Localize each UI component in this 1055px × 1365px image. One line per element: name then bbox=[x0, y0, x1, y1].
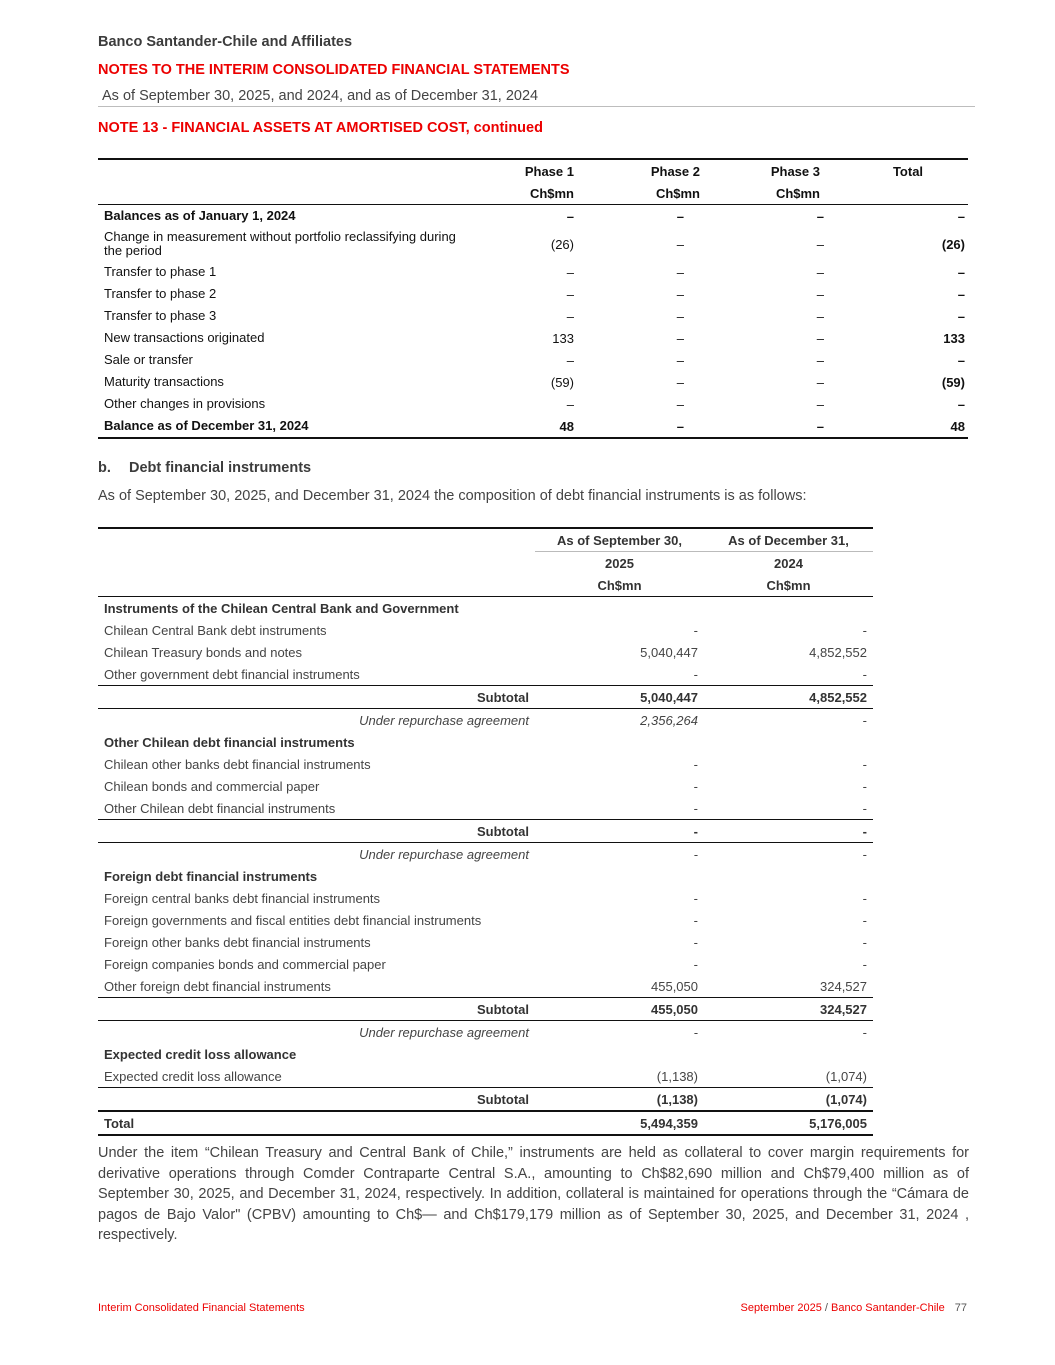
row-label: Change in measurement without portfolio reclassifying during the period bbox=[104, 229, 456, 258]
header-sep-2025: As of September 30, bbox=[535, 528, 704, 552]
value-2025: - bbox=[693, 778, 698, 794]
row-label: Foreign companies bonds and commercial paper bbox=[104, 956, 386, 972]
row-label: Transfer to phase 1 bbox=[104, 264, 217, 279]
subtotal-label: Subtotal bbox=[477, 1001, 529, 1017]
repurchase-2024: - bbox=[862, 1024, 867, 1040]
header-total: Total bbox=[892, 163, 924, 179]
subtotal-2024: 324,527 bbox=[820, 1001, 867, 1017]
table-unit-row bbox=[98, 574, 873, 597]
table-row bbox=[98, 371, 968, 393]
provisions-table bbox=[98, 158, 968, 439]
value-2025: 5,040,447 bbox=[640, 644, 698, 660]
row-label: Chilean bonds and commercial paper bbox=[104, 778, 320, 794]
page-number: 77 bbox=[954, 1302, 967, 1314]
section-heading: Other Chilean debt financial instruments bbox=[104, 734, 355, 750]
subtotal-label: Subtotal bbox=[477, 823, 529, 839]
phase-2-value: – bbox=[676, 308, 684, 324]
table-row bbox=[98, 753, 873, 775]
subtotal-label: Subtotal bbox=[477, 689, 529, 705]
section-heading-row bbox=[98, 1043, 873, 1065]
table-row bbox=[98, 953, 873, 975]
row-label: Expected credit loss allowance bbox=[104, 1068, 282, 1084]
note-title: NOTE 13 - FINANCIAL ASSETS AT AMORTISED COST, continued bbox=[98, 120, 543, 136]
row-label: Balances as of January 1, 2024 bbox=[104, 208, 296, 223]
repurchase-2024: - bbox=[862, 846, 867, 862]
phase-3-value: – bbox=[816, 418, 824, 434]
table-row bbox=[98, 663, 873, 686]
value-2025: 455,050 bbox=[651, 978, 698, 994]
value-2025: - bbox=[693, 934, 698, 950]
phase-3-value: – bbox=[816, 286, 824, 302]
value-2025: - bbox=[693, 666, 698, 682]
table-row bbox=[98, 327, 968, 349]
table-row bbox=[98, 393, 968, 415]
row-label: Other government debt financial instruments bbox=[104, 666, 360, 682]
phase-3-value: – bbox=[816, 374, 824, 390]
phase-3-value: – bbox=[816, 330, 824, 346]
table-unit-row bbox=[98, 182, 968, 205]
repurchase-2025: - bbox=[693, 1024, 698, 1040]
phase-2-value: – bbox=[676, 208, 684, 224]
repurchase-row bbox=[98, 843, 873, 866]
total-value: – bbox=[957, 208, 965, 224]
section-heading: Foreign debt financial instruments bbox=[104, 868, 318, 884]
section-b-intro: As of September 30, 2025, and December 31, 2024 the composition of debt financial instruments is as follows: bbox=[98, 488, 807, 504]
report-period: As of September 30, 2025, and 2024, and as of December 31, 2024 bbox=[102, 88, 539, 104]
value-2025: - bbox=[693, 622, 698, 638]
total-value: – bbox=[957, 396, 965, 412]
value-2024: 4,852,552 bbox=[809, 644, 867, 660]
value-2025: - bbox=[693, 890, 698, 906]
header-phase-1: Phase 1 bbox=[524, 163, 574, 179]
table-row bbox=[98, 227, 968, 261]
total-2024: 5,176,005 bbox=[809, 1115, 867, 1131]
phase-3-value: – bbox=[816, 264, 824, 280]
subtotal-2025: (1,138) bbox=[656, 1091, 698, 1107]
row-label: Other foreign debt financial instruments bbox=[104, 978, 331, 994]
phase-2-value: – bbox=[676, 418, 684, 434]
subtotal-2025: - bbox=[693, 823, 698, 839]
table-row bbox=[98, 775, 873, 797]
repurchase-label: Under repurchase agreement bbox=[359, 846, 529, 862]
row-label: New transactions originated bbox=[104, 330, 265, 345]
subtotal-row bbox=[98, 1088, 873, 1112]
section-title-text: Debt financial instruments bbox=[129, 460, 312, 476]
value-2024: - bbox=[862, 622, 867, 638]
subtotal-2024: 4,852,552 bbox=[809, 689, 867, 705]
year-2025: 2025 bbox=[605, 555, 634, 571]
footer-bank: Banco Santander-Chile bbox=[831, 1302, 945, 1314]
total-value: – bbox=[957, 264, 965, 280]
footer-right bbox=[740, 1302, 967, 1314]
unit-2025: Ch$mn bbox=[597, 577, 642, 593]
phase-2-value: – bbox=[676, 374, 684, 390]
total-label: Total bbox=[104, 1115, 135, 1131]
phase-3-value: – bbox=[816, 396, 824, 412]
phase-2-value: – bbox=[676, 396, 684, 412]
table-row bbox=[98, 931, 873, 953]
row-label: Chilean Central Bank debt instruments bbox=[104, 622, 327, 638]
repurchase-2025: - bbox=[693, 846, 698, 862]
section-heading-row bbox=[98, 865, 873, 887]
table-row bbox=[98, 1065, 873, 1088]
phase-1-value: – bbox=[566, 396, 574, 412]
row-label: Transfer to phase 2 bbox=[104, 286, 217, 301]
section-heading-row bbox=[98, 597, 873, 620]
table-row bbox=[98, 797, 873, 820]
table-row bbox=[98, 283, 968, 305]
table-row bbox=[98, 349, 968, 371]
unit-total bbox=[848, 182, 968, 205]
value-2024: - bbox=[862, 912, 867, 928]
table-row bbox=[98, 975, 873, 998]
row-label: Other Chilean debt financial instruments bbox=[104, 800, 336, 816]
phase-1-value: (59) bbox=[550, 374, 574, 390]
phase-2-value: – bbox=[676, 236, 684, 252]
phase-1-value: – bbox=[566, 308, 574, 324]
row-label: Other changes in provisions bbox=[104, 396, 266, 411]
total-row bbox=[98, 1111, 873, 1135]
table-row bbox=[98, 641, 873, 663]
footer-date: September 2025 bbox=[740, 1302, 822, 1314]
unit-phase-3: Ch$mn bbox=[775, 185, 820, 201]
table-row bbox=[98, 415, 968, 438]
phase-1-value: – bbox=[566, 208, 574, 224]
section-heading: Instruments of the Chilean Central Bank and Government bbox=[104, 600, 459, 616]
value-2024: - bbox=[862, 666, 867, 682]
section-b-title bbox=[98, 460, 311, 476]
subtotal-row bbox=[98, 820, 873, 843]
phase-3-value: – bbox=[816, 352, 824, 368]
section-heading: Expected credit loss allowance bbox=[104, 1046, 297, 1062]
unit-2024: Ch$mn bbox=[766, 577, 811, 593]
debt-instruments-table bbox=[98, 527, 873, 1136]
subtotal-2024: - bbox=[862, 823, 867, 839]
total-value: – bbox=[957, 352, 965, 368]
phase-2-value: – bbox=[676, 264, 684, 280]
collateral-paragraph: Under the item “Chilean Treasury and Central Bank of Chile,” instruments are held as collateral to cover margin requirements for derivative operations through Comder Contraparte Central S.A., amounting to Ch$82,690 million and Ch$79,400 million as of September 30, 2025, and December 31, 2024, respectively. In addition, collateral is maintained for operations through the “Cámara de pagos de Bajo Valor" (CPBV) amounting to Ch$— and Ch$179,179 million as of September 30, 2025, and December 31, 2024 , respectively. bbox=[98, 1145, 969, 1243]
table-year-row bbox=[98, 552, 873, 575]
total-2025: 5,494,359 bbox=[640, 1115, 698, 1131]
row-label: Foreign other banks debt financial instruments bbox=[104, 934, 371, 950]
row-label: Chilean Treasury bonds and notes bbox=[104, 644, 303, 660]
header-divider bbox=[98, 106, 975, 107]
table-header-row bbox=[98, 528, 873, 552]
section-heading-row bbox=[98, 731, 873, 753]
phase-1-value: – bbox=[566, 352, 574, 368]
phase-1-value: – bbox=[566, 264, 574, 280]
section-letter: b. bbox=[98, 460, 111, 476]
value-2025: - bbox=[693, 756, 698, 772]
notes-title: NOTES TO THE INTERIM CONSOLIDATED FINANCIAL STATEMENTS bbox=[98, 62, 570, 78]
unit-phase-2: Ch$mn bbox=[655, 185, 700, 201]
row-label: Sale or transfer bbox=[104, 352, 193, 367]
total-value: – bbox=[957, 286, 965, 302]
table-row bbox=[98, 619, 873, 641]
total-value: – bbox=[957, 308, 965, 324]
row-label: Foreign central banks debt financial instruments bbox=[104, 890, 381, 906]
total-value: (59) bbox=[941, 374, 965, 390]
repurchase-2024: - bbox=[862, 712, 867, 728]
subtotal-2025: 455,050 bbox=[651, 1001, 698, 1017]
value-2025: - bbox=[693, 800, 698, 816]
value-2024: - bbox=[862, 956, 867, 972]
footer-left: Interim Consolidated Financial Statements bbox=[98, 1302, 305, 1314]
footer-separator: / bbox=[821, 1302, 831, 1314]
value-2025: - bbox=[693, 912, 698, 928]
header-phase-3: Phase 3 bbox=[770, 163, 820, 179]
year-2024: 2024 bbox=[774, 555, 803, 571]
phase-3-value: – bbox=[816, 208, 824, 224]
row-label: Chilean other banks debt financial instruments bbox=[104, 756, 371, 772]
subtotal-2025: 5,040,447 bbox=[640, 689, 698, 705]
company-name: Banco Santander-Chile and Affiliates bbox=[98, 34, 353, 50]
row-label: Transfer to phase 3 bbox=[104, 308, 217, 323]
repurchase-2025: 2,356,264 bbox=[640, 712, 698, 728]
row-label: Balance as of December 31, 2024 bbox=[104, 418, 309, 433]
phase-1-value: 133 bbox=[552, 330, 574, 346]
table-row bbox=[98, 887, 873, 909]
row-label: Foreign governments and fiscal entities debt financial instruments bbox=[104, 912, 482, 928]
total-value: (26) bbox=[941, 236, 965, 252]
phase-2-value: – bbox=[676, 330, 684, 346]
phase-3-value: – bbox=[816, 236, 824, 252]
table-header-row bbox=[98, 159, 968, 182]
value-2025: (1,138) bbox=[656, 1068, 698, 1084]
phase-2-value: – bbox=[676, 286, 684, 302]
unit-phase-1: Ch$mn bbox=[529, 185, 574, 201]
phase-2-value: – bbox=[676, 352, 684, 368]
value-2024: - bbox=[862, 934, 867, 950]
subtotal-2024: (1,074) bbox=[825, 1091, 867, 1107]
value-2024: (1,074) bbox=[825, 1068, 867, 1084]
total-value: 48 bbox=[950, 418, 965, 434]
header-phase-2: Phase 2 bbox=[650, 163, 700, 179]
subtotal-row bbox=[98, 686, 873, 709]
phase-3-value: – bbox=[816, 308, 824, 324]
phase-1-value: 48 bbox=[559, 418, 574, 434]
table-row bbox=[98, 909, 873, 931]
repurchase-label: Under repurchase agreement bbox=[359, 712, 529, 728]
header-dec-2024: As of December 31, bbox=[704, 528, 873, 552]
value-2024: 324,527 bbox=[820, 978, 867, 994]
phase-1-value: – bbox=[566, 286, 574, 302]
repurchase-label: Under repurchase agreement bbox=[359, 1024, 529, 1040]
phase-1-value: (26) bbox=[550, 236, 574, 252]
table-row bbox=[98, 261, 968, 283]
repurchase-row bbox=[98, 709, 873, 732]
subtotal-label: Subtotal bbox=[477, 1091, 529, 1107]
value-2025: - bbox=[693, 956, 698, 972]
value-2024: - bbox=[862, 800, 867, 816]
table-row bbox=[98, 305, 968, 327]
repurchase-row bbox=[98, 1021, 873, 1044]
row-label: Maturity transactions bbox=[104, 374, 224, 389]
value-2024: - bbox=[862, 890, 867, 906]
total-value: 133 bbox=[943, 330, 965, 346]
value-2024: - bbox=[862, 756, 867, 772]
value-2024: - bbox=[862, 778, 867, 794]
table-row bbox=[98, 205, 968, 228]
subtotal-row bbox=[98, 998, 873, 1021]
